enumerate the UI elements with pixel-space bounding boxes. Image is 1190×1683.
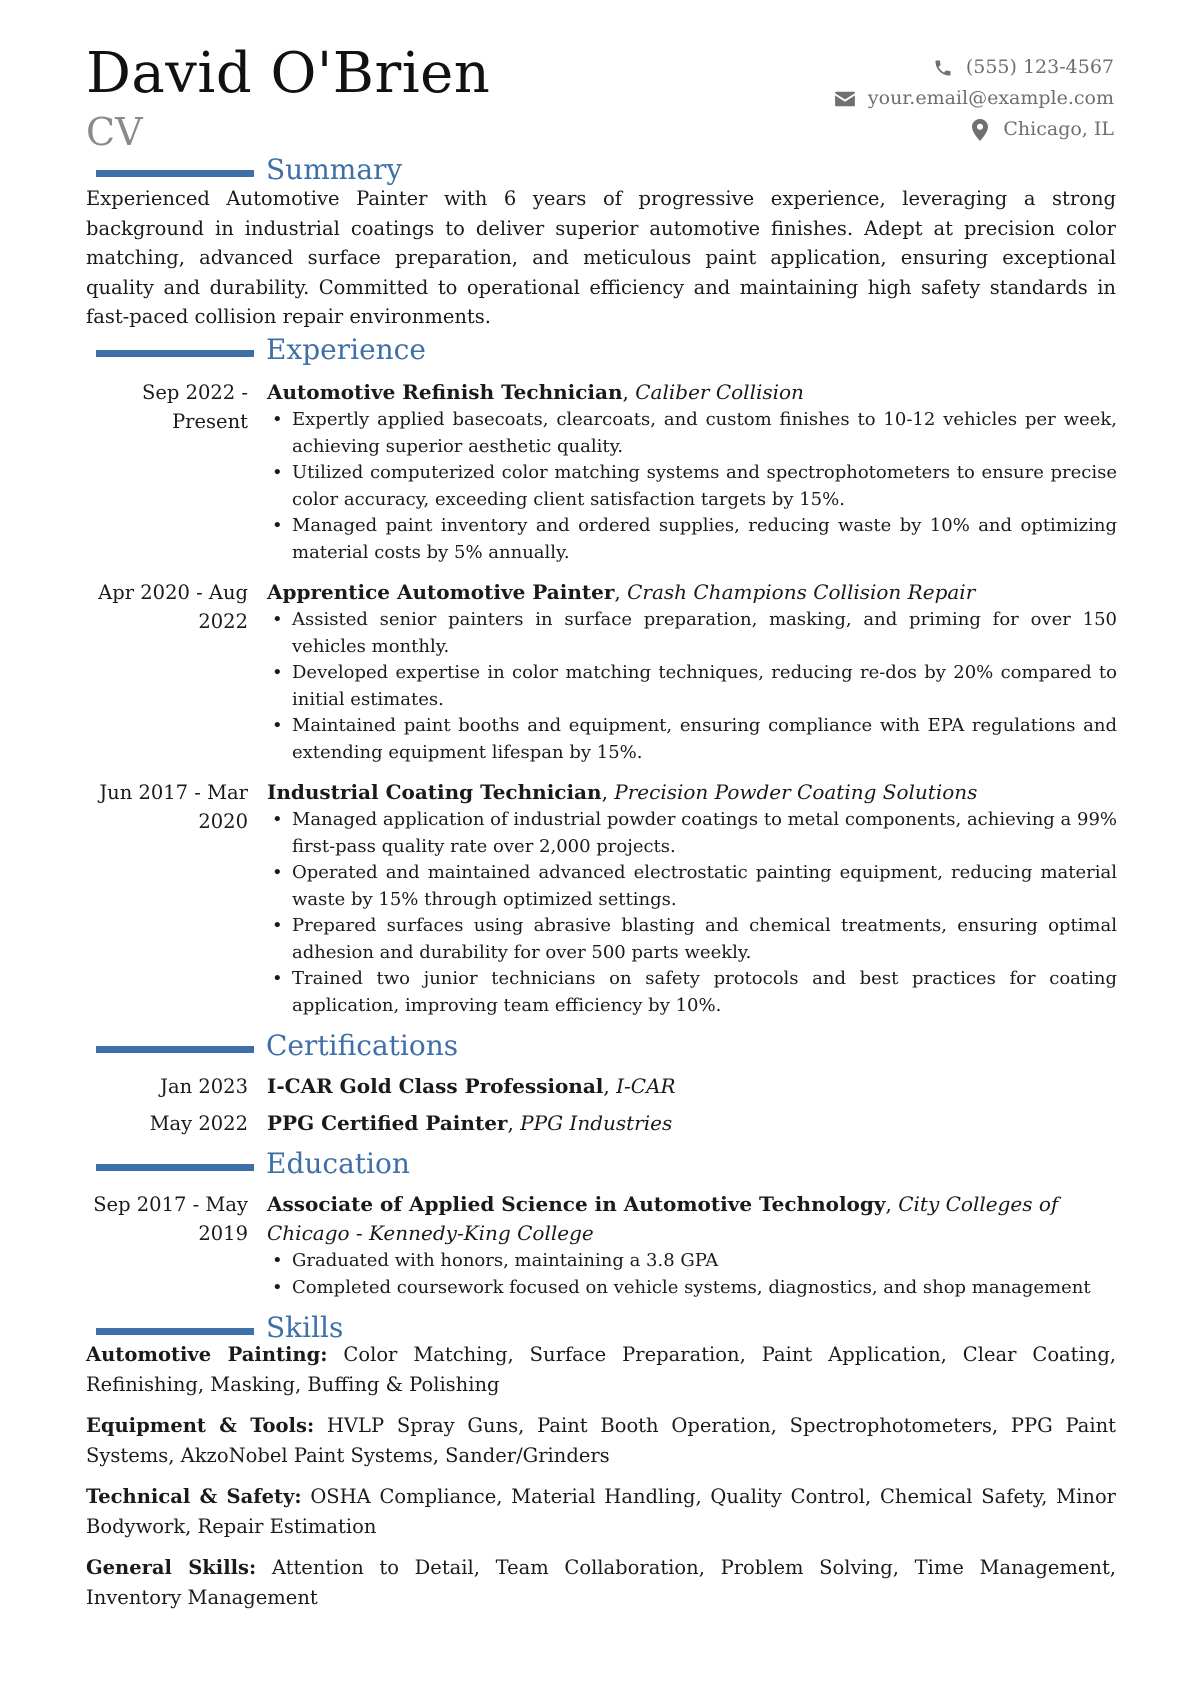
section-accent-bar	[96, 1164, 254, 1171]
document-subtitle: CV	[86, 110, 143, 154]
section-accent-bar	[96, 350, 254, 357]
bullet-item: • Graduated with honors, maintaining a 3.8 GPA	[267, 1248, 1117, 1275]
certification-issuer: PPG Industries	[520, 1111, 673, 1135]
section-experience-heading	[96, 334, 426, 366]
map-marker-icon	[969, 119, 991, 141]
section-accent-bar	[96, 1046, 254, 1053]
bullet-item: • Maintained paint booths and equipment, ensuring compliance with EPA regulations and extending equipment lifespan by 15%.	[267, 713, 1117, 766]
skills-list	[86, 1340, 1116, 1624]
section-accent-bar	[96, 170, 254, 177]
skill-label: Equipment & Tools:	[86, 1414, 315, 1437]
certification-title: PPG Certified Painter	[267, 1111, 508, 1135]
section-title: Skills	[266, 1311, 344, 1344]
company-name: Caliber Collision	[635, 380, 804, 404]
section-education-heading	[96, 1148, 410, 1180]
section-accent-bar	[96, 1328, 254, 1335]
summary-text: Experienced Automotive Painter with 6 years of progressive experience, leveraging a strong background in industrial coatings to deliver superior automotive finishes. Adept at precision color matching, advanced surface preparation, and meticulous paint application, ensuring exceptional quality and durability. Committed to operational efficiency and maintaining high safety standards in fast-paced collision repair environments.	[86, 187, 1116, 328]
entry-date: May 2022	[149, 1112, 248, 1135]
bullet-item: • Utilized computerized color matching systems and spectrophotometers to ensure precise color accuracy, exceeding client satisfaction targets by 15%.	[267, 460, 1117, 513]
skill-label: General Skills:	[86, 1556, 257, 1579]
skill-group	[86, 1553, 1116, 1612]
skill-values: OSHA Compliance, Material Handling, Quality Control, Chemical Safety, Minor Bodywork, Repair Estimation	[86, 1485, 1117, 1538]
entry-title-line: Automotive Refinish Technician, Caliber Collision	[267, 380, 804, 404]
candidate-name: David O'Brien	[86, 41, 491, 106]
bullet-item: • Expertly applied basecoats, clearcoats, and custom finishes to 10-12 vehicles per week, achieving superior aesthetic quality.	[267, 407, 1117, 460]
skill-values: HVLP Spray Guns, Paint Booth Operation, Spectrophotometers, PPG Paint Systems, AkzoNobel Paint Systems, Sander/Grinders	[86, 1414, 1116, 1467]
school-name: City Colleges of Chicago - Kennedy-King College	[267, 1192, 1059, 1245]
entry-date: Jan 2023	[160, 1075, 248, 1098]
degree-title: Associate of Applied Science in Automotive Technology	[267, 1192, 886, 1216]
job-title: Industrial Coating Technician	[267, 780, 602, 804]
company-name: Crash Champions Collision Repair	[627, 580, 976, 604]
bullet-item: • Assisted senior painters in surface preparation, masking, and priming for over 150 vehicles monthly.	[267, 607, 1117, 660]
entry-date: Apr 2020 - Aug 2022	[98, 581, 248, 633]
bullet-item: • Completed coursework focused on vehicle systems, diagnostics, and shop management	[267, 1275, 1117, 1302]
certification-issuer: I-CAR	[616, 1074, 676, 1098]
skill-values: Color Matching, Surface Preparation, Paint Application, Clear Coating, Refinishing, Masking, Buffing & Polishing	[86, 1343, 1116, 1396]
contact-info	[834, 52, 1114, 145]
bullet-item: • Operated and maintained advanced electrostatic painting equipment, reducing material waste by 15% through optimized settings.	[267, 860, 1117, 913]
section-certifications-heading	[96, 1030, 458, 1062]
envelope-icon	[834, 88, 856, 110]
bullet-item: • Managed paint inventory and ordered supplies, reducing waste by 10% and optimizing material costs by 5% annually.	[267, 513, 1117, 566]
job-title: Apprentice Automotive Painter	[267, 580, 615, 604]
contact-location	[834, 114, 1114, 145]
skill-group	[86, 1411, 1116, 1470]
phone-icon	[932, 57, 954, 79]
entry-bullets	[267, 1248, 1117, 1301]
bullet-item: • Prepared surfaces using abrasive blasting and chemical treatments, ensuring optimal adhesion and durability for over 500 parts weekly.	[267, 913, 1117, 966]
skill-values: Attention to Detail, Team Collaboration, Problem Solving, Time Management, Inventory Management	[86, 1556, 1116, 1609]
email-address[interactable]: your.email@example.com	[867, 87, 1114, 109]
section-title: Summary	[266, 153, 403, 186]
bullet-item: • Trained two junior technicians on safety protocols and best practices for coating application, improving team efficiency by 10%.	[267, 966, 1117, 1019]
job-title: Automotive Refinish Technician	[267, 380, 623, 404]
section-title: Experience	[266, 333, 426, 366]
skill-label: Automotive Painting:	[86, 1343, 328, 1366]
entry-title-line: Apprentice Automotive Painter, Crash Champions Collision Repair	[267, 580, 976, 604]
entry-bullets	[267, 407, 1117, 566]
certification-title: I-CAR Gold Class Professional	[267, 1074, 604, 1098]
entry-bullets	[267, 807, 1117, 1019]
bullet-item: • Managed application of industrial powder coatings to metal components, achieving a 99% first-pass quality rate over 2,000 projects.	[267, 807, 1117, 860]
section-summary-heading	[96, 154, 402, 186]
company-name: Precision Powder Coating Solutions	[614, 780, 978, 804]
skill-group	[86, 1482, 1116, 1541]
contact-phone	[834, 52, 1114, 83]
entry-date: Sep 2017 - May 2019	[93, 1193, 248, 1245]
entry-title-line: Associate of Applied Science in Automotive Technology, City Colleges of Chicago - Kennedy-King College	[267, 1192, 1059, 1245]
section-title: Certifications	[266, 1029, 459, 1062]
entry-title-line: I-CAR Gold Class Professional, I-CAR	[267, 1074, 676, 1098]
entry-bullets	[267, 607, 1117, 766]
contact-email	[834, 83, 1114, 114]
phone-number: (555) 123-4567	[965, 56, 1114, 78]
skill-label: Technical & Safety:	[86, 1485, 302, 1508]
entry-date: Sep 2022 - Present	[142, 381, 248, 433]
entry-title-line: Industrial Coating Technician, Precision Powder Coating Solutions	[267, 780, 978, 804]
entry-title-line: PPG Certified Painter, PPG Industries	[267, 1111, 673, 1135]
section-title: Education	[266, 1147, 410, 1180]
skill-group	[86, 1340, 1116, 1399]
entry-date: Jun 2017 - Mar 2020	[99, 781, 248, 833]
location-text: Chicago, IL	[1003, 118, 1114, 140]
bullet-item: • Developed expertise in color matching techniques, reducing re-dos by 20% compared to initial estimates.	[267, 660, 1117, 713]
